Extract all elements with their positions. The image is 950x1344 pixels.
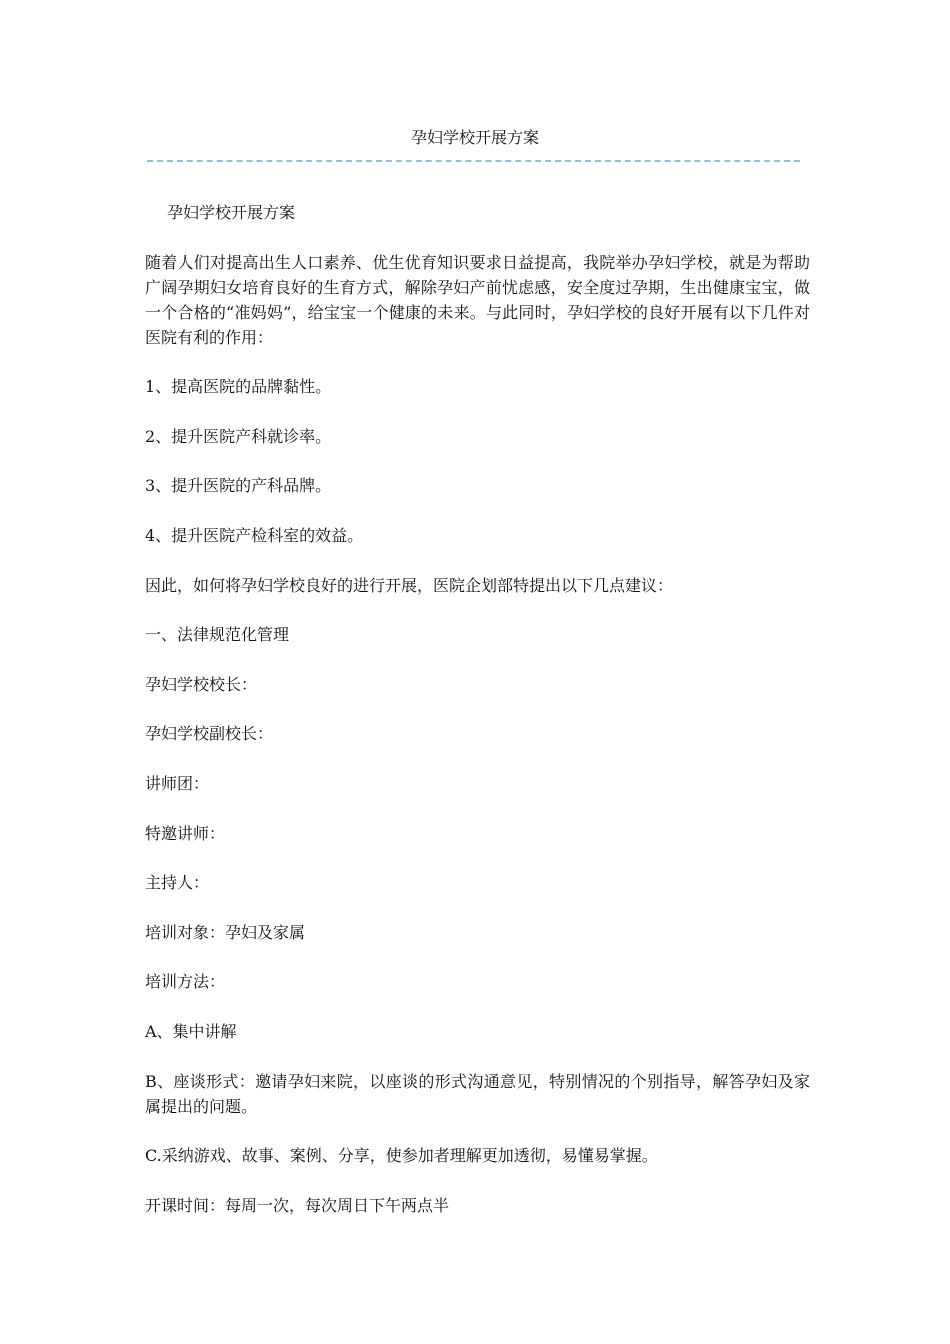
- field-line: 特邀讲师：: [145, 823, 226, 843]
- subsection-heading: 一、法律规范化管理: [145, 625, 290, 645]
- field-line: 培训对象：孕妇及家属: [145, 922, 306, 942]
- field-line: 主持人：: [145, 873, 210, 893]
- list-item: 3、提升医院的产科品牌。: [145, 476, 332, 496]
- list-item: C.采纳游戏、故事、案例、分享，使参加者理解更加透彻，易懂易掌握。: [145, 1146, 658, 1166]
- field-line: 孕妇学校校长：: [145, 674, 258, 694]
- field-line: 培训方法：: [145, 972, 226, 992]
- title-divider: [147, 160, 800, 162]
- paragraph: 因此，如何将孕妇学校良好的进行开展，医院企划部特提出以下几点建议：: [145, 575, 674, 595]
- list-item: 1、提高医院的品牌黏性。: [145, 377, 332, 397]
- list-item: B、座谈形式：邀请孕妇来院，以座谈的形式沟通意见，特别情况的个别指导，解答孕妇及家属提出的问题。: [145, 1071, 810, 1116]
- section-heading: 孕妇学校开展方案: [167, 203, 296, 222]
- field-line: 讲师团：: [145, 773, 210, 793]
- intro-paragraph: 随着人们对提高出生人口素养、优生优育知识要求日益提高，我院举办孕妇学校，就是为帮助广阔孕期妇女培育良好的生育方式，解除孕妇产前忧虑感，安全度过孕期，生出健康宝宝，做一个合格的“准妈妈”，给宝宝一个健康的未来。与此同时，孕妇学校的良好开展有以下几件对医院有利的作用：: [145, 252, 810, 347]
- list-item: 4、提升医院产检科室的效益。: [145, 525, 364, 545]
- document-body: [145, 200, 810, 1242]
- document-title: 孕妇学校开展方案: [410, 128, 539, 147]
- field-line: 孕妇学校副校长：: [145, 724, 274, 744]
- list-item: 2、提升医院产科就诊率。: [145, 426, 332, 446]
- field-line: 开课时间：每周一次，每次周日下午两点半: [145, 1195, 450, 1215]
- list-item: A、集中讲解: [145, 1021, 237, 1041]
